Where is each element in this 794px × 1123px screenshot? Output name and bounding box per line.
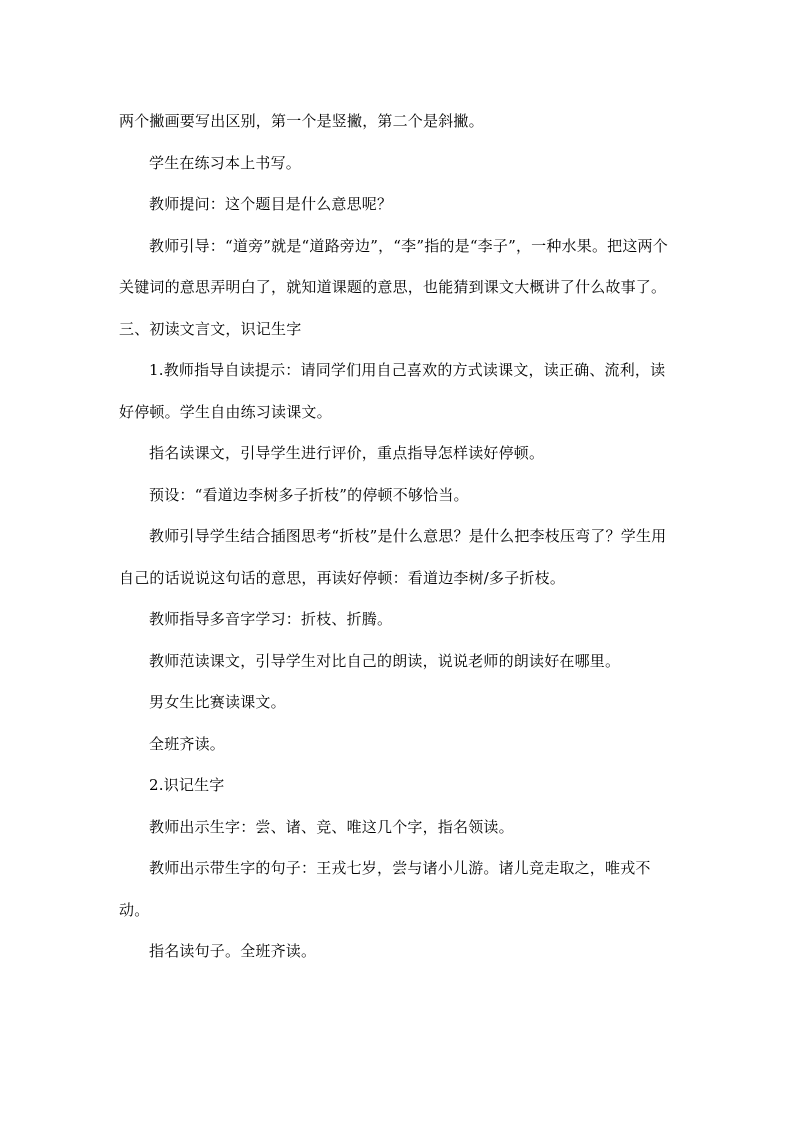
paragraph-class-reading: 全班齐读。 — [149, 734, 226, 753]
paragraph-example-sentence: 教师出示带生字的句子：王戎七岁，尝与诸小儿游。诸儿竞走取之，唯戎不动。 — [119, 859, 651, 919]
paragraph-stroke-note: 两个撇画要写出区别，第一个是竖撇，第二个是斜撇。 — [119, 112, 484, 130]
paragraph-preset: 预设：“看道边李树多子折枝”的停顿不够恰当。 — [149, 485, 469, 504]
paragraph-new-characters: 教师出示生字：尝、诸、竞、唯这几个字，指名领读。 — [149, 817, 514, 836]
section-heading-3: 三、初读文言文，识记生字 — [119, 319, 302, 338]
paragraph-polyphone: 教师指导多音字学习：折枝、折腾。 — [149, 610, 393, 628]
paragraph-competition: 男女生比赛读课文。 — [149, 693, 286, 711]
paragraph-final-reading: 指名读句子。全班齐读。 — [149, 942, 317, 960]
paragraph-teacher-guidance: 教师引导：“道旁”就是“道路旁边”，“李”指的是“李子”，一种水果。把这两个关键词的意思弄明白了，就知道课题的意思，也能猜到课文大概讲了什么故事了。 — [119, 236, 668, 296]
paragraph-self-reading: 1.教师指导自读提示：请同学们用自己喜欢的方式读课文，读正确、流利，读好停顿。学生自由练习读课文。 — [119, 361, 666, 421]
paragraph-illustration-thinking: 教师引导学生结合插图思考“折枝”是什么意思？是什么把李枝压弯了？学生用自己的话说说这句话的意思，再读好停顿：看道边李树/多子折枝。 — [119, 527, 667, 587]
paragraph-student-writing: 学生在练习本上书写。 — [149, 153, 302, 172]
paragraph-teacher-question: 教师提问：这个题目是什么意思呢？ — [149, 195, 393, 213]
document-body — [119, 101, 679, 973]
subsection-heading-2: 2.识记生字 — [149, 776, 225, 794]
paragraph-named-reading: 指名读课文，引导学生进行评价，重点指导怎样读好停顿。 — [149, 444, 545, 462]
paragraph-model-reading: 教师范读课文，引导学生对比自己的朗读，说说老师的朗读好在哪里。 — [149, 651, 621, 670]
